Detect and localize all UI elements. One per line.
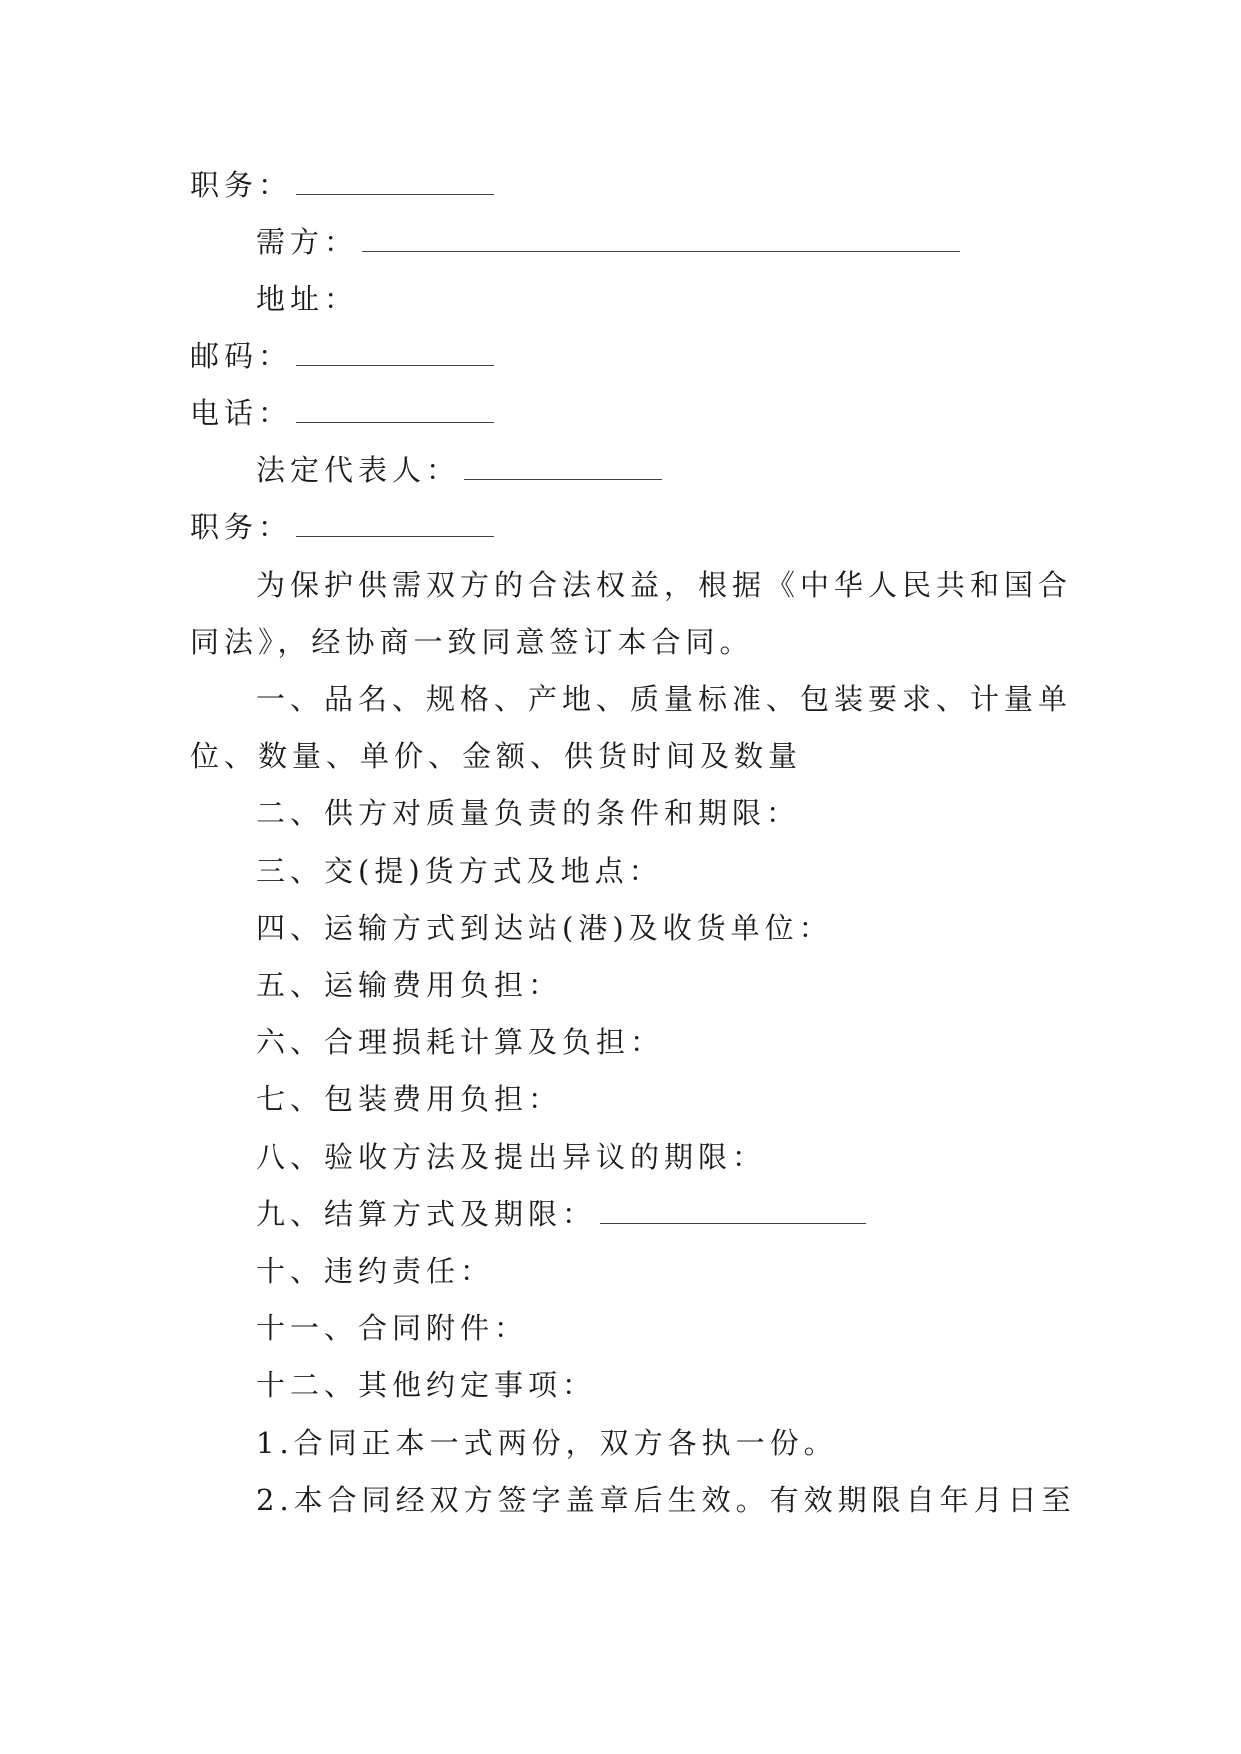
clause-11: 十一、合同附件： <box>256 1311 529 1345</box>
blank-field-buyer <box>362 225 960 252</box>
line-address: 地址： <box>256 282 359 316</box>
clause-4: 四、运输方式到达站(港)及收货单位： <box>256 911 833 945</box>
clause-5: 五、运输费用负担： <box>256 968 563 1002</box>
blank-field-job-title-1 <box>296 168 494 195</box>
line-job-title-1: 职务： <box>190 165 1052 205</box>
clause-12: 十二、其他约定事项： <box>256 1368 597 1402</box>
clause-1-line-2: 位、数量、单价、金额、供货时间及数量 <box>190 739 803 773</box>
clause-10: 十、违约责任： <box>256 1254 495 1288</box>
blank-field-job-title-2 <box>296 510 494 537</box>
clause-3: 三、交(提)货方式及地点： <box>256 854 663 888</box>
line-phone: 电话： <box>190 393 1052 433</box>
clause-7: 七、包装费用负担： <box>256 1082 563 1116</box>
clause-6: 六、合理损耗计算及负担： <box>256 1025 665 1059</box>
blank-field-settlement <box>600 1197 866 1224</box>
clause-9: 九、结算方式及期限： <box>256 1194 1118 1234</box>
line-legal-rep: 法定代表人： <box>256 450 1118 490</box>
blank-field-legal-rep <box>464 453 662 480</box>
line-buyer: 需方： <box>256 222 1118 262</box>
line-job-title-2: 职务： <box>190 507 1052 547</box>
clause-2: 二、供方对质量负责的条件和期限： <box>256 796 801 830</box>
blank-field-postcode <box>296 339 494 366</box>
line-postcode: 邮码： <box>190 336 1052 376</box>
paragraph-intro-line-1: 为保护供需双方的合法权益，根据《中华人民共和国合 <box>256 568 1073 602</box>
clause-12-item-2: 2.本合同经双方签字盖章后生效。有效期限自年月日至 <box>256 1483 1076 1517</box>
clause-1-line-1: 一、品名、规格、产地、质量标准、包装要求、计量单 <box>256 682 1073 716</box>
paragraph-intro-line-2: 同法》，经协商一致同意签订本合同。 <box>190 625 754 659</box>
blank-field-phone <box>296 396 494 423</box>
clause-12-item-1: 1.合同正本一式两份，双方各执一份。 <box>256 1426 838 1460</box>
clause-8: 八、验收方法及提出异议的期限： <box>256 1140 767 1174</box>
